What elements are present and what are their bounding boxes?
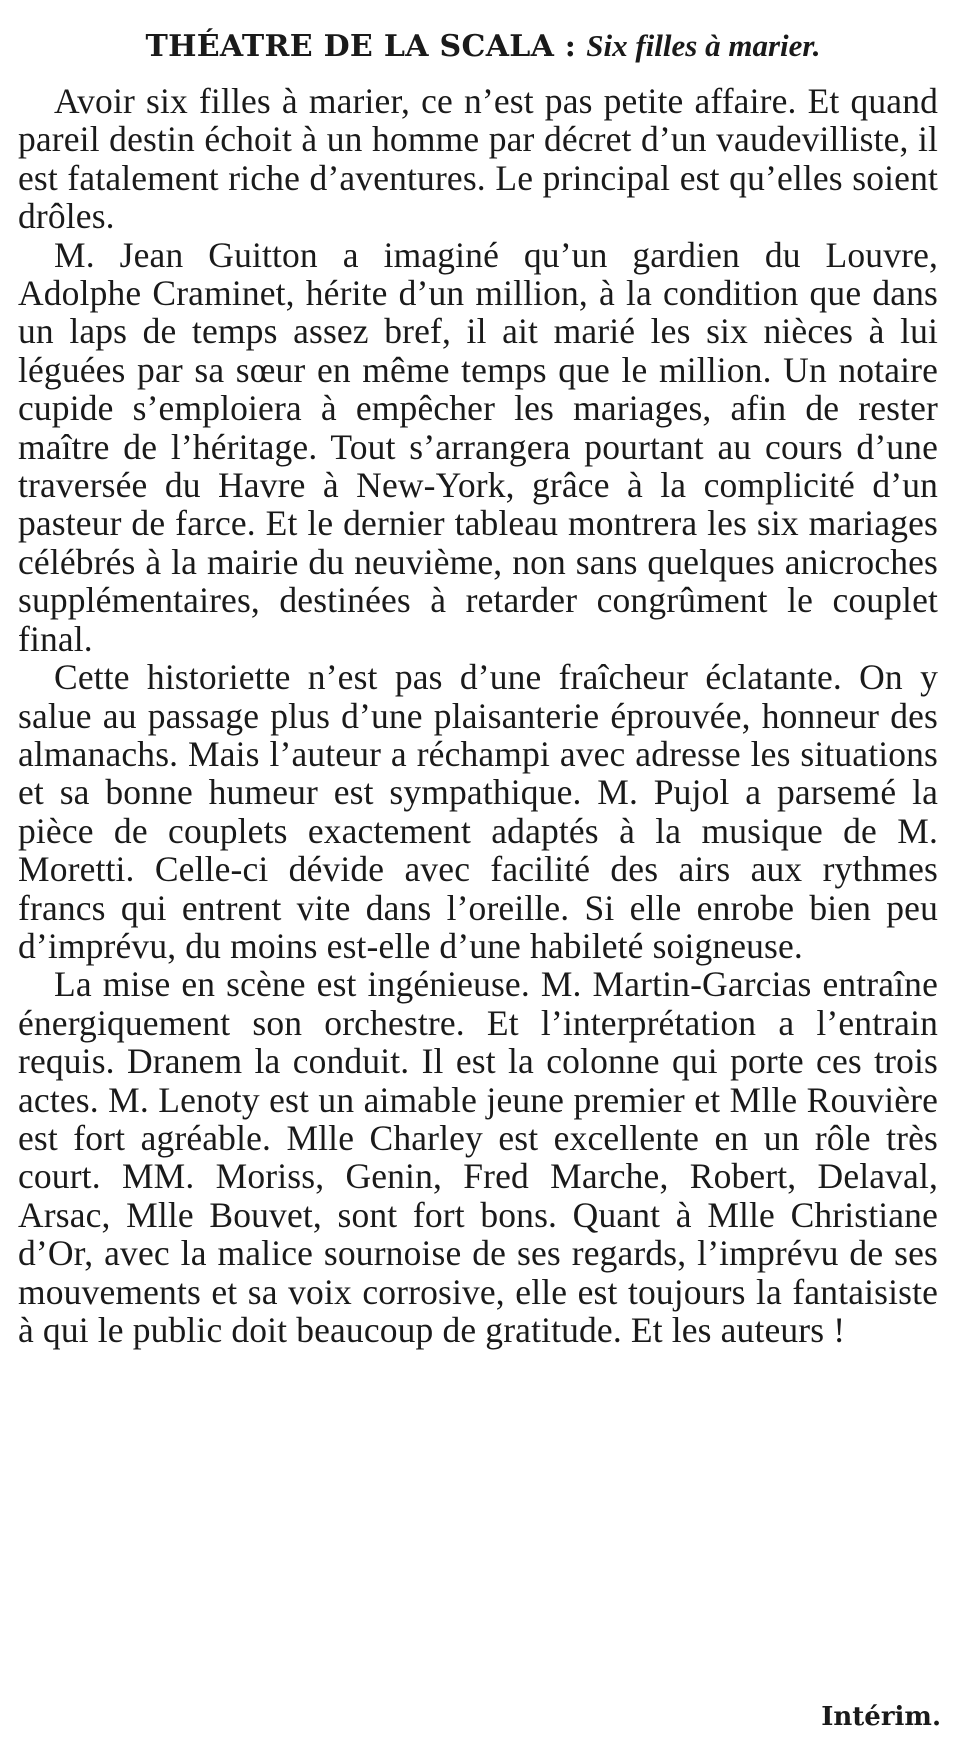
article (18, 26, 938, 1349)
headline-play-title: Six filles à marier. (586, 28, 821, 63)
headline (18, 26, 938, 66)
article-body (18, 82, 938, 1349)
paragraph-intro: Avoir six filles à marier, ce n’est pas petite affaire. Et quand pareil destin échoit à un homme par décret d’un vaudevilliste, il est fatalement riche d’aventures. Le principal est qu’elles soient drôles. (18, 81, 938, 237)
paragraph-critique: Cette historiette n’est pas d’une fraîcheur éclatante. On y salue au passage plus d’une plaisanterie éprouvée, honneur des almanachs. Mais l’auteur a réchampi avec adresse les situations et sa bonne humeur est sympathique. M. Pujol a parsemé la pièce de couplets exactement adaptés à la musique de M. Moretti. Celle-ci dévide avec facilité des airs aux rythmes francs qui entrent vite dans l’oreille. Si elle enrobe bien peu d’imprévu, du moins est-elle d’une habileté soigneuse. (18, 657, 938, 966)
headline-venue: THÉATRE DE LA SCALA (145, 29, 555, 64)
author-signature: Intérim. (821, 1702, 941, 1732)
paragraph-cast: La mise en scène est ingénieuse. M. Martin-Garcias entraîne énergiquement son orchestre. Et l’interprétation a l’entrain requis. Dranem la conduit. Il est la colonne qui porte ces trois actes. M. Lenoty est un aimable jeune premier et Mlle Rouvière est fort agréable. Mlle Charley est excellente en un rôle très court. MM. Moriss, Genin, Fred Marche, Robert, Delaval, Arsac, Mlle Bouvet, sont fort bons. Quant à Mlle Christiane d’Or, avec la malice sournoise de ses regards, l’imprévu de ses mouvements et sa voix corrosive, elle est toujours la fantaisiste à qui le public doit beaucoup de gratitude. Et les auteurs ! (18, 964, 938, 1350)
headline-separator: : (564, 29, 576, 64)
paragraph-plot: M. Jean Guitton a imaginé qu’un gardien du Louvre, Adolphe Craminet, hérite d’un million, à la condition que dans un laps de temps assez bref, il ait marié les six nièces à lui léguées par sa sœur en même temps que le million. Un notaire cupide s’emploiera à empêcher les mariages, afin de rester maître de l’héritage. Tout s’arrangera pourtant au cours d’une traversée du Havre à New-York, grâce à la complicité d’un pasteur de farce. Et le dernier tableau montrera les six mariages célébrés à la mairie du neuvième, non sans quelques anicroches supplémentaires, destinées à retarder congrûment le couplet final. (18, 234, 938, 659)
